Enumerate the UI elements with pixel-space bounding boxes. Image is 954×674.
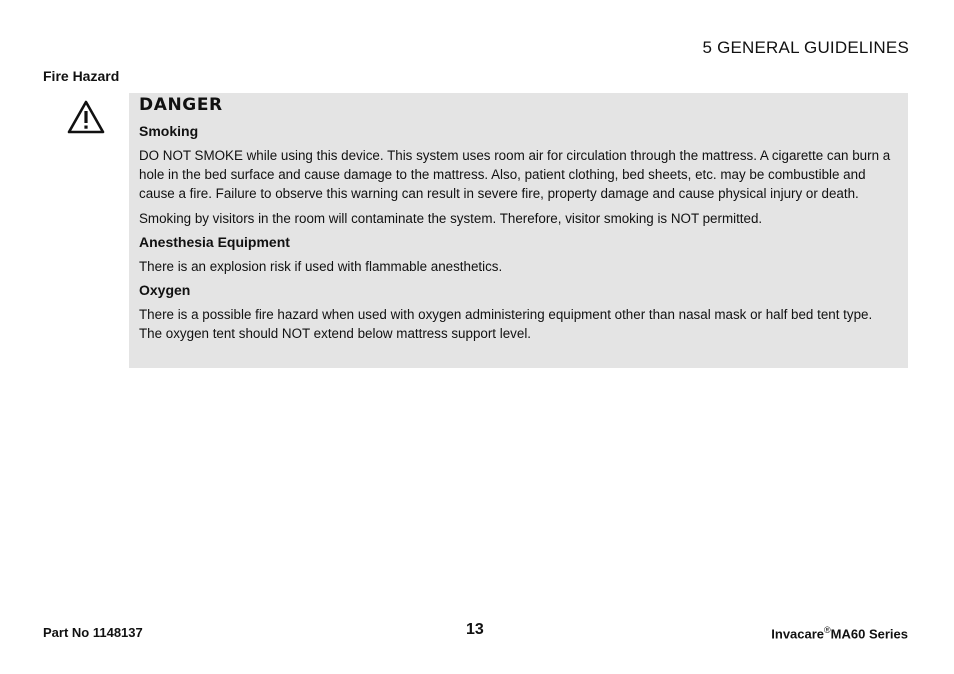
product-series bbox=[771, 625, 908, 641]
chapter-title: 5 GENERAL GUIDELINES bbox=[702, 38, 909, 57]
anesthesia-paragraph: There is an explosion risk if used with flammable anesthetics. bbox=[139, 259, 503, 274]
warning-triangle-icon bbox=[67, 100, 105, 134]
danger-label: DANGER bbox=[139, 95, 223, 115]
page-number: 13 bbox=[466, 621, 484, 638]
brand-name: Invacare bbox=[771, 626, 825, 642]
anesthesia-heading: Anesthesia Equipment bbox=[139, 234, 290, 250]
smoking-heading: Smoking bbox=[139, 123, 199, 139]
registered-mark: ® bbox=[824, 625, 831, 635]
oxygen-heading: Oxygen bbox=[139, 282, 191, 298]
series-name: MA60 Series bbox=[830, 626, 908, 642]
oxygen-paragraph: There is a possible fire hazard when used with oxygen administering equipment other than nasal mask or half bed tent type. The oxygen tent should NOT extend below mattress support level. bbox=[139, 307, 873, 341]
smoking-paragraph-2: Smoking by visitors in the room will contaminate the system. Therefore, visitor smoking is NOT permitted. bbox=[139, 211, 763, 226]
smoking-paragraph-1: DO NOT SMOKE while using this device. This system uses room air for circulation through the mattress. A cigarette can burn a hole in the bed surface and cause damage to the mattress. Also, patient clothing, bed sheets, etc. may be combustible and cause a fire. Failure to observe this warning can result in severe fire, property damage and cause physical injury or death. bbox=[139, 148, 891, 201]
section-heading: Fire Hazard bbox=[43, 68, 120, 84]
danger-notice-box bbox=[129, 93, 908, 368]
part-number: Part No 1148137 bbox=[43, 625, 143, 640]
